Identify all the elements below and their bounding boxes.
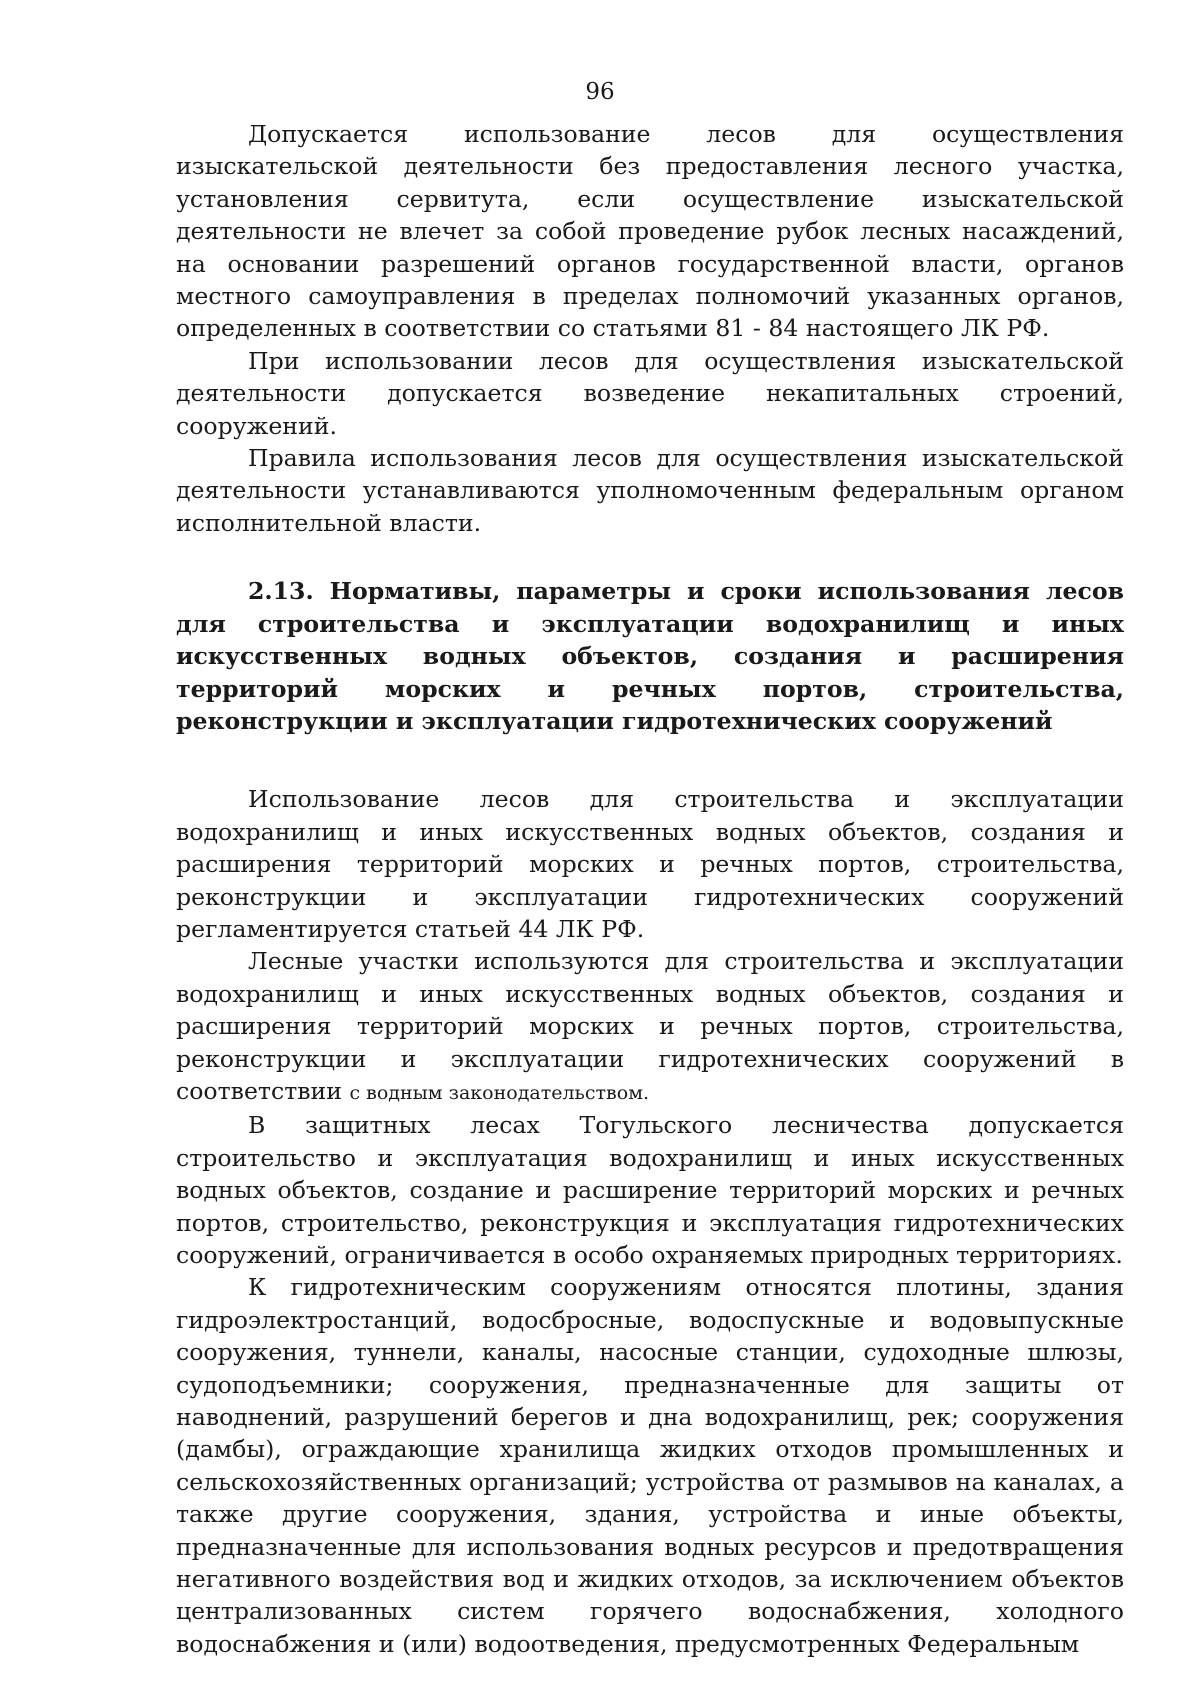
paragraph-non-capital-structures: При использовании лесов для осуществления изыскательской деятельности допускается возведение некапитальных строений, сооружений.: [176, 346, 1124, 440]
page-content: [176, 118, 1124, 1660]
paragraph-article-44: Использование лесов для строительства и эксплуатации водохранилищ и иных искусственных водных объектов, создания и расширения территорий морских и речных портов, строительства, реконструкции и эксплуатации гидротехнических сооружений регламентируется статьей 44 ЛК РФ.: [176, 785, 1124, 943]
forest-plots-text: Лесные участки используются для строительства и эксплуатации водохранилищ и иных искусственных водных объектов, создания и расширения территорий морских и речных портов, строительства, реконструкции и эксплуатации гидротехнических сооружений в соответствии: [176, 947, 1124, 1105]
paragraph-hydraulic-structures: К гидротехническим сооружениям относятся плотины, здания гидроэлектростанций, водосбросные, водоспускные и водовыпускные сооружения, туннели, каналы, насосные станции, судоходные шлюзы, судоподъемники; сооружения, предназначенные для защиты от наводнений, разрушений берегов и дна водохранилищ, рек; сооружения (дамбы), ограждающие хранилища жидких отходов промышленных и сельскохозяйственных организаций; устройства от размывов на каналах, а также другие сооружения, здания, устройства и иные объекты, предназначенные для использования водных ресурсов и предотвращения негативного воздействия вод и жидких отходов, за исключением объектов централизованных систем горячего водоснабжения, холодного водоснабжения и (или) водоотведения, предусмотренных Федеральным: [176, 1273, 1124, 1658]
paragraph-usage-rules: Правила использования лесов для осуществления изыскательской деятельности устанавливаются уполномоченным федеральным органом исполнительной власти.: [176, 444, 1124, 537]
paragraph-protective-forests: В защитных лесах Тогульского лесничества допускается строительство и эксплуатация водохранилищ и иных искусственных водных объектов, создание и расширение территорий морских и речных портов, строительство, реконструкция и эксплуатация гидротехнических сооружений, ограничивается в особо охраняемых природных территориях.: [176, 1111, 1124, 1269]
paragraph-forest-plots: [176, 945, 1124, 1109]
section-heading-2-13: 2.13. Нормативы, параметры и сроки использования лесов для строительства и эксплуатации водохранилищ и иных искусственных водных объектов, создания и расширения территорий морских и речных портов, строительства, реконструкции и эксплуатации гидротехнических сооружений: [176, 577, 1124, 735]
paragraph-survey-activity: Допускается использование лесов для осуществления изыскательской деятельности без предоставления лесного участка, установления сервитута, если осуществление изыскательской деятельности не влечет за собой проведение рубок лесных насаждений, на основании разрешений органов государственной власти, органов местного самоуправления в пределах полномочий указанных органов, определенных в соответствии со статьями 81 - 84 настоящего ЛК РФ.: [176, 120, 1124, 343]
page-number: 96: [585, 79, 615, 105]
forest-plots-text-tail: с водным законодательством.: [349, 1081, 650, 1104]
